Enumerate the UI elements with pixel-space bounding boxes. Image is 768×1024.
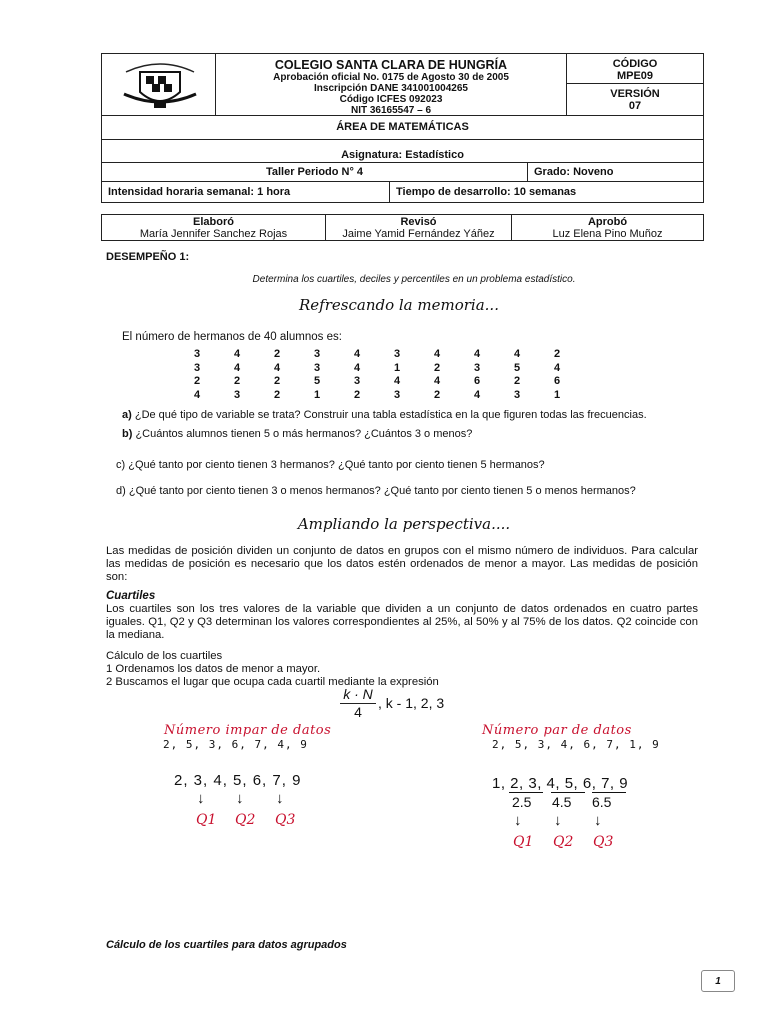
grouped-title: Cálculo de los cuartiles para datos agrupados bbox=[106, 939, 347, 951]
data-cell: 3 bbox=[234, 388, 241, 401]
question-a bbox=[122, 409, 647, 421]
intensidad-text: Intensidad horaria semanal: 1 hora bbox=[108, 186, 291, 198]
odd-sorted-data: 2, 3, 4, 5, 6, 7, 9 bbox=[174, 772, 302, 789]
cuartiles-paragraph: Los cuartiles son los tres valores de la variable que dividen a un conjunto de datos ordenados en cuatro partes iguales. Q1, Q2 y Q3 determinan los valores correspondientes al 25%, al 50% y al 75% de los datos. Q2 coincide con la mediana. bbox=[106, 603, 698, 641]
elaboro-cell bbox=[101, 214, 326, 241]
taller-text: Taller Periodo N° 4 bbox=[265, 166, 364, 178]
aprobo-label: Aprobó bbox=[587, 216, 628, 228]
data-cell: 2 bbox=[354, 388, 361, 401]
formula-tail: , k - 1, 2, 3 bbox=[378, 695, 445, 711]
question-b bbox=[122, 428, 472, 440]
data-cell: 3 bbox=[314, 361, 321, 374]
grado-cell bbox=[527, 162, 704, 182]
data-cell: 4 bbox=[274, 361, 281, 374]
codigo-value: MPE09 bbox=[616, 70, 654, 82]
data-cell: 2 bbox=[194, 375, 201, 387]
calc-title: Cálculo de los cuartiles bbox=[106, 650, 223, 662]
desempeno-label: DESEMPEÑO 1: bbox=[106, 251, 190, 263]
odd-title: Número impar de datos bbox=[164, 723, 332, 738]
data-cell: 2 bbox=[274, 388, 281, 401]
question-letter: b) bbox=[122, 428, 133, 440]
data-cell: 4 bbox=[234, 361, 241, 374]
codigo-cell bbox=[566, 53, 704, 84]
even-title: Número par de datos bbox=[482, 723, 632, 738]
data-cell: 6 bbox=[554, 375, 561, 387]
odd-q2-label: Q2 bbox=[235, 812, 256, 828]
data-grid-row bbox=[194, 389, 594, 403]
question-letter: d) bbox=[116, 485, 126, 497]
data-grid bbox=[194, 348, 594, 402]
data-cell: 1 bbox=[314, 388, 321, 401]
quartile-formula bbox=[338, 686, 488, 720]
odd-q3-label: Q3 bbox=[275, 812, 296, 828]
grado-text: Grado: Noveno bbox=[534, 166, 614, 178]
school-info-cell bbox=[215, 53, 567, 116]
cuartiles-heading: Cuartiles bbox=[106, 590, 156, 602]
pair-underline bbox=[509, 792, 543, 793]
data-grid-row bbox=[194, 362, 594, 376]
data-cell: 5 bbox=[514, 361, 521, 374]
intensidad-cell bbox=[101, 181, 390, 203]
reviso-cell bbox=[325, 214, 512, 241]
data-cell: 3 bbox=[194, 361, 201, 374]
elaboro-name: María Jennifer Sanchez Rojas bbox=[139, 228, 288, 240]
data-cell: 4 bbox=[434, 348, 441, 360]
even-q3-label: Q3 bbox=[593, 834, 614, 850]
data-cell: 2 bbox=[554, 348, 561, 360]
data-grid-row bbox=[194, 348, 594, 362]
data-cell: 4 bbox=[554, 361, 561, 374]
data-cell: 4 bbox=[194, 388, 201, 401]
question-text: ¿De qué tipo de variable se trata? Construir una tabla estadística en la que figuren todas las frecuencias. bbox=[134, 409, 647, 421]
section1-title: Refrescando la memoria... bbox=[299, 296, 499, 314]
data-cell: 4 bbox=[394, 375, 401, 387]
tiempo-text: Tiempo de desarrollo: 10 semanas bbox=[396, 186, 577, 198]
data-cell: 3 bbox=[394, 388, 401, 401]
question-text: ¿Cuántos alumnos tienen 5 o más hermanos? ¿Cuántos 3 o menos? bbox=[135, 428, 473, 440]
pair-underline bbox=[592, 792, 626, 793]
reviso-name: Jaime Yamid Fernández Yáñez bbox=[342, 228, 495, 240]
even-half-q3: 6.5 bbox=[592, 794, 612, 810]
question-text: ¿Qué tanto por ciento tienen 3 hermanos? ¿Qué tanto por ciento tienen 5 hermanos? bbox=[128, 459, 545, 471]
dane-line: Inscripción DANE 341001004265 bbox=[314, 83, 468, 94]
area-title: ÁREA DE MATEMÁTICAS bbox=[336, 121, 469, 133]
codigo-label: CÓDIGO bbox=[612, 58, 658, 70]
data-cell: 4 bbox=[474, 348, 481, 360]
question-d bbox=[116, 485, 636, 497]
question-c bbox=[116, 459, 545, 471]
data-cell: 2 bbox=[234, 375, 241, 387]
exercise-intro: El número de hermanos de 40 alumnos es: bbox=[122, 331, 342, 343]
calc-step1: 1 Ordenamos los datos de menor a mayor. bbox=[106, 663, 321, 675]
data-cell: 3 bbox=[474, 361, 481, 374]
intro-paragraph: Las medidas de posición dividen un conjunto de datos en grupos con el mismo número de individuos. Para calcular las medidas de posición es necesario que los datos estén ordenados de menor a mayor. Las medidas de posición son: bbox=[106, 545, 698, 583]
tiempo-cell bbox=[389, 181, 704, 203]
taller-cell bbox=[101, 162, 528, 182]
version-cell bbox=[566, 83, 704, 116]
aprobo-cell bbox=[511, 214, 704, 241]
even-arrow-q2: ↓ bbox=[554, 812, 562, 829]
odd-q1-label: Q1 bbox=[196, 812, 217, 828]
even-q2-label: Q2 bbox=[553, 834, 574, 850]
even-raw-data: 2, 5, 3, 4, 6, 7, 1, 9 bbox=[492, 738, 660, 751]
data-grid-row bbox=[194, 375, 594, 389]
version-value: 07 bbox=[628, 100, 642, 112]
section2-title: Ampliando la perspectiva.... bbox=[297, 515, 511, 533]
data-cell: 2 bbox=[274, 375, 281, 387]
nit-line: NIT 36165547 – 6 bbox=[350, 105, 432, 116]
question-letter: c) bbox=[116, 459, 126, 471]
data-cell: 5 bbox=[314, 375, 321, 387]
odd-arrow-q3: ↓ bbox=[276, 790, 284, 807]
even-q1-label: Q1 bbox=[513, 834, 534, 850]
data-cell: 4 bbox=[514, 348, 521, 360]
even-arrow-q1: ↓ bbox=[514, 812, 522, 829]
data-cell: 2 bbox=[434, 388, 441, 401]
asignatura-text: Asignatura: Estadístico bbox=[341, 149, 464, 161]
desempeno-text: Determina los cuartiles, deciles y percentiles en un problema estadístico. bbox=[252, 274, 576, 285]
question-text: ¿Qué tanto por ciento tienen 3 o menos hermanos? ¿Qué tanto por ciento tienen 5 o menos hermanos? bbox=[128, 485, 636, 497]
data-cell: 2 bbox=[434, 361, 441, 374]
page-number: 1 bbox=[701, 970, 735, 992]
even-sorted-data: 1, 2, 3, 4, 5, 6, 7, 9 bbox=[492, 775, 629, 792]
even-half-q2: 4.5 bbox=[552, 794, 572, 810]
data-cell: 3 bbox=[514, 388, 521, 401]
data-cell: 1 bbox=[554, 388, 561, 401]
odd-arrow-q1: ↓ bbox=[197, 790, 205, 807]
data-cell: 6 bbox=[474, 375, 481, 387]
school-name: COLEGIO SANTA CLARA DE HUNGRÍA bbox=[274, 58, 508, 72]
school-crest-icon bbox=[120, 58, 200, 114]
formula-numerator: k · N bbox=[343, 686, 373, 702]
calc-step2: 2 Buscamos el lugar que ocupa cada cuartil mediante la expresión bbox=[106, 676, 439, 688]
question-letter: a) bbox=[122, 409, 132, 421]
icfes-line: Código ICFES 092023 bbox=[339, 94, 443, 105]
data-cell: 4 bbox=[434, 375, 441, 387]
pair-underline bbox=[551, 792, 585, 793]
data-cell: 1 bbox=[394, 361, 401, 374]
data-cell: 2 bbox=[274, 348, 281, 360]
data-cell: 4 bbox=[474, 388, 481, 401]
even-arrow-q3: ↓ bbox=[594, 812, 602, 829]
formula-denominator: 4 bbox=[354, 704, 362, 720]
data-cell: 4 bbox=[354, 361, 361, 374]
reviso-label: Revisó bbox=[400, 216, 437, 228]
data-cell: 3 bbox=[354, 375, 361, 387]
odd-raw-data: 2, 5, 3, 6, 7, 4, 9 bbox=[163, 738, 308, 751]
even-half-q1: 2.5 bbox=[512, 794, 532, 810]
data-cell: 4 bbox=[354, 348, 361, 360]
logo-cell bbox=[101, 53, 216, 116]
version-label: VERSIÓN bbox=[610, 88, 660, 100]
data-cell: 2 bbox=[514, 375, 521, 387]
approval-line: Aprobación oficial No. 0175 de Agosto 30 de 2005 bbox=[273, 72, 509, 83]
data-cell: 3 bbox=[314, 348, 321, 360]
odd-arrow-q2: ↓ bbox=[236, 790, 244, 807]
area-cell bbox=[101, 115, 704, 140]
data-cell: 3 bbox=[394, 348, 401, 360]
asignatura-cell bbox=[101, 139, 704, 163]
elaboro-label: Elaboró bbox=[193, 216, 234, 228]
data-cell: 3 bbox=[194, 348, 201, 360]
aprobo-name: Luz Elena Pino Muñoz bbox=[552, 228, 663, 240]
data-cell: 4 bbox=[234, 348, 241, 360]
